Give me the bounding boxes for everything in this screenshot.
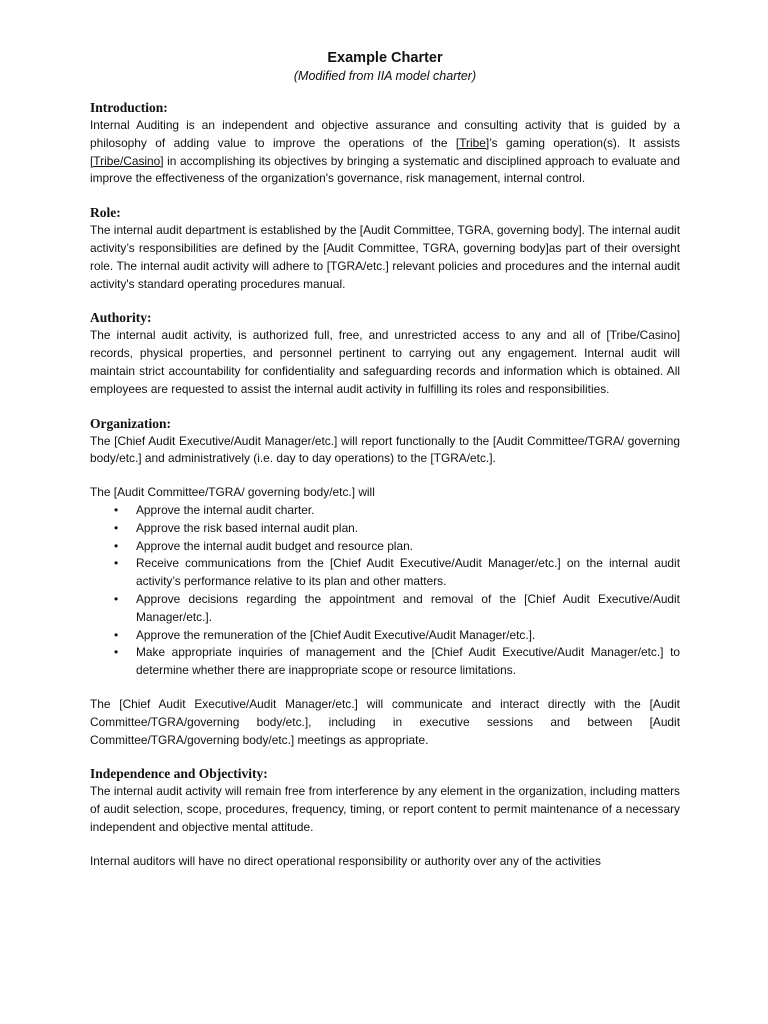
organization-paragraph-1: The [Chief Audit Executive/Audit Manager/etc.] will report functionally to the [Audit Committee/TGRA/ governing body/etc.] and administratively (i.e. day to day operations) to the [TGRA/etc.].	[90, 433, 680, 466]
independence-paragraph-2: Internal auditors will have no direct operational responsibility or authority over any of the activities	[90, 853, 601, 868]
document-subtitle: (Modified from IIA model charter)	[293, 69, 477, 83]
introduction-text-2: ’s gaming operation(s). It assists	[489, 135, 680, 150]
role-paragraph: The internal audit department is established by the [Audit Committee, TGRA, governing body]. The internal audit activity’s responsibilities are defined by the [Audit Committee, TGRA, governing body]as part of their oversight role. The internal audit activity will adhere to [TGRA/etc.] relevant policies and procedures and the internal audit activity's standard operating procedures manual.	[90, 223, 680, 291]
section-independence	[90, 765, 680, 870]
independence-heading: Independence and Objectivity:	[90, 766, 268, 782]
authority-paragraph: The internal audit activity, is authorized full, free, and unrestricted access to any and all of [Tribe/Casino] records, physical properties, and personnel pertinent to carrying out any engagement. Internal audit will maintain strict accountability for confidentiality and safeguarding records and information which is obtained. All employees are requested to assist the internal audit activity in fulfilling its roles and responsibilities.	[90, 328, 680, 396]
independence-paragraph-1: The internal audit activity will remain free from interference by any element in the organization, including matters of audit selection, scope, procedures, frequency, timing, or report content to permit maintenance of a necessary independent and objective mental attitude.	[90, 784, 680, 834]
bullet-icon: •	[114, 502, 119, 517]
list-item	[114, 520, 680, 538]
organization-bullet-list	[90, 502, 680, 680]
list-item-text: Receive communications from the [Chief Audit Executive/Audit Manager/etc.] on the internal audit activity’s performance relative to its plan and other matters.	[136, 556, 680, 589]
document-title: Example Charter	[327, 50, 443, 66]
list-item	[114, 555, 680, 591]
list-item-text: Approve the internal audit budget and resource plan.	[136, 538, 413, 553]
list-item-text: Make appropriate inquiries of management and the [Chief Audit Executive/Audit Manager/etc.] to determine whether there are inappropriate scope or resource limitations.	[136, 645, 680, 678]
section-role	[90, 204, 680, 293]
list-item-text: Approve decisions regarding the appointment and removal of the [Chief Audit Executive/Audit Manager/etc.].	[136, 591, 680, 624]
list-item-text: Approve the internal audit charter.	[136, 502, 315, 517]
bullet-icon: •	[114, 520, 119, 535]
section-organization	[90, 415, 680, 750]
organization-paragraph-2: The [Chief Audit Executive/Audit Manager/etc.] will communicate and interact directly with the [Audit Committee/TGRA/governing body/etc.], including in executive sessions and between [Audit Committee/TGRA/governing body/etc.] meetings as appropriate.	[90, 696, 680, 747]
list-item	[114, 538, 680, 556]
organization-list-intro: The [Audit Committee/TGRA/ governing body/etc.] will	[90, 485, 375, 500]
introduction-paragraph	[90, 117, 680, 188]
section-introduction	[90, 99, 680, 188]
bullet-icon: •	[114, 645, 119, 660]
list-item	[114, 644, 680, 680]
tribe-casino-underlined-text: [Tribe/Casino]	[90, 153, 164, 168]
list-item	[114, 591, 680, 627]
organization-heading: Organization:	[90, 415, 171, 431]
bullet-icon: •	[114, 556, 119, 571]
introduction-text-3: in accomplishing its objectives by bringing a systematic and disciplined approach to evaluate and improve the effectiveness of the organization's governance, risk management, internal control.	[90, 153, 680, 186]
list-item-text: Approve the risk based internal audit plan.	[136, 520, 359, 535]
introduction-text-1: Internal Auditing is an independent and objective assurance and consulting activity that is guided by a philosophy of adding value to improve the operations of the	[90, 118, 680, 150]
authority-heading: Authority:	[90, 310, 152, 326]
bullet-icon: •	[114, 627, 119, 642]
list-item-text: Approve the remuneration of the [Chief Audit Executive/Audit Manager/etc.].	[136, 627, 536, 642]
bullet-icon: •	[114, 538, 119, 553]
section-authority	[90, 309, 680, 398]
bullet-icon: •	[114, 591, 119, 606]
role-heading: Role:	[90, 205, 121, 221]
list-item	[114, 502, 680, 520]
introduction-heading: Introduction:	[90, 100, 168, 115]
tribe-underlined-text: [Tribe]	[455, 135, 490, 150]
list-item	[114, 627, 680, 645]
